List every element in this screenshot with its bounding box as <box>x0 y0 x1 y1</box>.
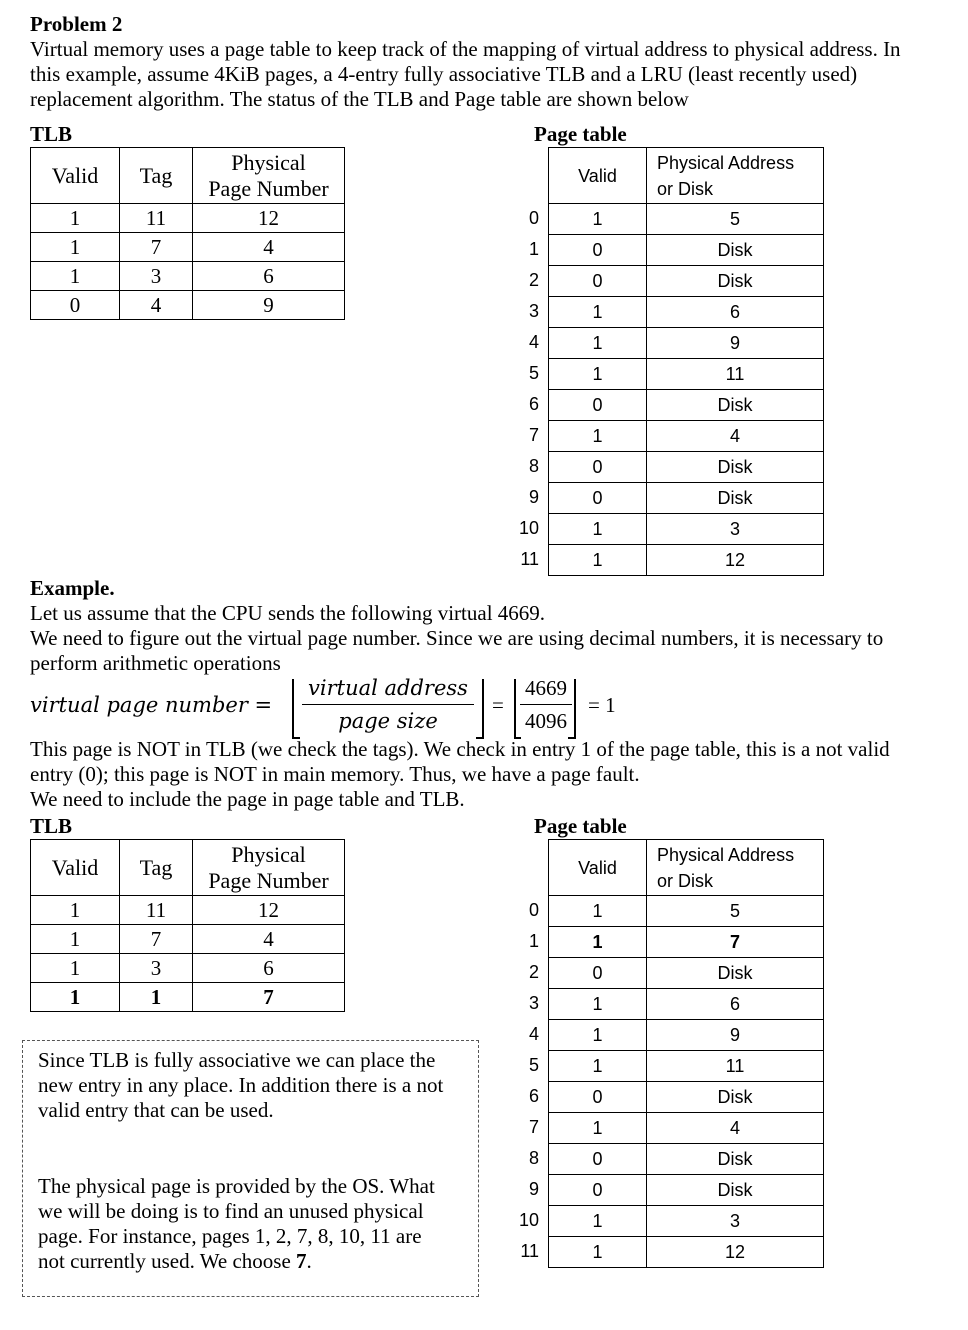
pt-cell-valid: 0 <box>549 235 647 266</box>
page-table-row <box>549 359 824 390</box>
pt-header-pa: Physical Address or Disk <box>647 148 824 204</box>
tlb-row <box>31 983 345 1012</box>
page-table-row <box>549 297 824 328</box>
pt-cell-valid: 0 <box>549 483 647 514</box>
pt-cell-pa: 3 <box>647 514 824 545</box>
pt-cell-valid: 1 <box>549 297 647 328</box>
pt-cell-pa: 12 <box>647 1237 824 1268</box>
page-table-row <box>549 1206 824 1237</box>
page-table-row <box>549 958 824 989</box>
pt-cell-valid: 1 <box>549 545 647 576</box>
page-table-label: Page table <box>534 122 627 146</box>
intro-line: this example, assume 4KiB pages, a 4-entry fully associative TLB and a LRU (least recently used) <box>30 62 858 86</box>
pt-cell-valid: 1 <box>549 1113 647 1144</box>
pt-cell-pa: 11 <box>647 359 824 390</box>
pt-cell-valid: 0 <box>549 266 647 297</box>
pt-cell-valid: 1 <box>549 514 647 545</box>
pt-cell-valid: 0 <box>549 1082 647 1113</box>
pt-cell-valid: 1 <box>549 1206 647 1237</box>
page-table-row <box>549 1113 824 1144</box>
page-table-row <box>549 1051 824 1082</box>
page-table-row <box>549 421 824 452</box>
page-table-row <box>549 989 824 1020</box>
pt-cell-pa: 11 <box>647 1051 824 1082</box>
tlb-cell-ppn: 7 <box>193 983 345 1012</box>
page-table-index: 1 <box>528 931 539 951</box>
page-table-index: 3 <box>528 301 539 321</box>
tlb-cell-valid: 1 <box>31 896 120 925</box>
pt-cell-pa: 4 <box>647 1113 824 1144</box>
explanation-note-box <box>22 1040 479 1297</box>
page-table-row <box>549 483 824 514</box>
page-table-row <box>549 927 824 958</box>
example-line: perform arithmetic operations <box>30 651 281 675</box>
explanation-line: We need to include the page in page table and TLB. <box>30 787 465 811</box>
tlb-header-tag: Tag <box>120 148 193 204</box>
vpn-formula <box>30 676 730 738</box>
formula-lhs: virtual page number = <box>30 693 273 717</box>
pt-cell-pa: Disk <box>647 1144 824 1175</box>
pt-cell-pa: Disk <box>647 958 824 989</box>
pt-cell-pa: 3 <box>647 1206 824 1237</box>
page-table-index: 10 <box>518 1210 539 1230</box>
pt-header-valid: Valid <box>549 148 647 204</box>
pt-cell-pa: Disk <box>647 235 824 266</box>
page-table-index: 5 <box>528 1055 539 1075</box>
tlb-row <box>31 291 345 320</box>
tlb-cell-tag: 11 <box>120 896 193 925</box>
page-table-index: 8 <box>528 1148 539 1168</box>
pt-cell-pa: Disk <box>647 483 824 514</box>
problem-title: Problem 2 <box>30 12 123 36</box>
page-table-row <box>549 896 824 927</box>
tlb-cell-valid: 1 <box>31 204 120 233</box>
pt-cell-pa: Disk <box>647 1175 824 1206</box>
page-table-row <box>549 1175 824 1206</box>
formula-denominator: page size <box>338 709 438 733</box>
page-table-index: 0 <box>528 900 539 920</box>
formula-result: = 1 <box>588 693 616 717</box>
intro-line: Virtual memory uses a page table to keep track of the mapping of virtual address to physical address. In <box>30 37 901 61</box>
tlb-cell-tag: 11 <box>120 204 193 233</box>
page-table-label-2: Page table <box>534 814 627 838</box>
tlb-header-valid: Valid <box>31 148 120 204</box>
pt-cell-pa: Disk <box>647 452 824 483</box>
pt-cell-pa: Disk <box>647 1082 824 1113</box>
tlb-cell-ppn: 12 <box>193 204 345 233</box>
pt-cell-valid: 1 <box>549 1237 647 1268</box>
pt-cell-valid: 0 <box>549 958 647 989</box>
tlb-cell-ppn: 12 <box>193 896 345 925</box>
tlb-cell-valid: 1 <box>31 233 120 262</box>
page-table-index: 3 <box>528 993 539 1013</box>
tlb-cell-tag: 1 <box>120 983 193 1012</box>
note-paragraph-2: The physical page is provided by the OS. What we will be doing is to find an unused physical page. For instance, pages 1, 2, 7, 8, 10, 11 are not currently used. We choose 7. <box>38 1174 435 1273</box>
pt-cell-valid: 1 <box>549 1051 647 1082</box>
pt-header-pa: Physical Address or Disk <box>647 840 824 896</box>
tlb-cell-ppn: 4 <box>193 925 345 954</box>
pt-cell-pa: 9 <box>647 1020 824 1051</box>
pt-cell-pa: 6 <box>647 989 824 1020</box>
tlb-cell-valid: 1 <box>31 954 120 983</box>
formula-num-value: 4669 <box>525 676 567 700</box>
explanation-line: entry (0); this page is NOT in main memory. Thus, we have a page fault. <box>30 762 640 786</box>
fraction-bar <box>302 704 474 705</box>
page-table-index: 6 <box>528 394 539 414</box>
tlb-label-2: TLB <box>30 814 73 838</box>
tlb-cell-valid: 0 <box>31 291 120 320</box>
page-table-row <box>549 452 824 483</box>
explanation-paragraph <box>30 737 955 812</box>
pt-cell-valid: 0 <box>549 1175 647 1206</box>
page-table-after <box>548 839 824 1268</box>
pt-cell-pa: 4 <box>647 421 824 452</box>
example-paragraph <box>30 601 955 676</box>
tlb-table-before <box>30 147 345 320</box>
fraction-bar-2 <box>520 704 572 705</box>
page-table-index: 5 <box>528 363 539 383</box>
page-table-index: 7 <box>528 1117 539 1137</box>
intro-paragraph <box>30 37 955 112</box>
page-table-row <box>549 390 824 421</box>
pt-cell-valid: 1 <box>549 1020 647 1051</box>
tlb-row <box>31 954 345 983</box>
tlb-row <box>31 204 345 233</box>
pt-cell-pa: Disk <box>647 266 824 297</box>
page-table-index: 2 <box>528 962 539 982</box>
page-table-row <box>549 328 824 359</box>
page-table-index: 8 <box>528 456 539 476</box>
floor-left-bracket <box>292 679 294 739</box>
page-table-row <box>549 266 824 297</box>
tlb-cell-tag: 4 <box>120 291 193 320</box>
page-table-before <box>548 147 824 576</box>
note-paragraph-1: Since TLB is fully associative we can place the new entry in any place. In addition there is a not valid entry that can be used. <box>38 1048 444 1122</box>
pt-cell-valid: 0 <box>549 390 647 421</box>
tlb-cell-tag: 7 <box>120 925 193 954</box>
intro-line: replacement algorithm. The status of the TLB and Page table are shown below <box>30 87 689 111</box>
explanation-line: This page is NOT in TLB (we check the tags). We check in entry 1 of the page table, this is a not valid <box>30 737 890 761</box>
page-table-index: 4 <box>528 1024 539 1044</box>
tlb-row <box>31 233 345 262</box>
page-table-index: 11 <box>520 549 539 569</box>
tlb-cell-tag: 7 <box>120 233 193 262</box>
page-table-index: 10 <box>518 518 539 538</box>
tlb-header-valid: Valid <box>31 840 120 896</box>
example-heading: Example. <box>30 576 115 600</box>
tlb-cell-valid: 1 <box>31 262 120 291</box>
pt-cell-valid: 1 <box>549 989 647 1020</box>
tlb-cell-ppn: 6 <box>193 954 345 983</box>
formula-equals: = <box>492 693 504 717</box>
tlb-header-ppn: Physical Page Number <box>193 840 345 896</box>
example-line: Let us assume that the CPU sends the following virtual 4669. <box>30 601 546 625</box>
tlb-cell-valid: 1 <box>31 983 120 1012</box>
formula-numerator: virtual address <box>308 676 468 700</box>
page-table-row <box>549 545 824 576</box>
tlb-header-tag: Tag <box>120 840 193 896</box>
pt-cell-pa: 12 <box>647 545 824 576</box>
tlb-table-after <box>30 839 345 1012</box>
pt-cell-pa: 5 <box>647 896 824 927</box>
page-table-row <box>549 235 824 266</box>
page-table-index: 1 <box>528 239 539 259</box>
page-table-index: 9 <box>528 487 539 507</box>
pt-cell-pa: Disk <box>647 390 824 421</box>
pt-cell-pa: 9 <box>647 328 824 359</box>
page-table-row <box>549 514 824 545</box>
pt-cell-pa: 7 <box>647 927 824 958</box>
floor-right-bracket <box>482 679 484 739</box>
example-line: We need to figure out the virtual page number. Since we are using decimal numbers, it is necessary to <box>30 626 884 650</box>
tlb-cell-tag: 3 <box>120 954 193 983</box>
pt-cell-valid: 1 <box>549 204 647 235</box>
pt-cell-valid: 0 <box>549 452 647 483</box>
page-table-row <box>549 1144 824 1175</box>
tlb-cell-valid: 1 <box>31 925 120 954</box>
formula-den-value: 4096 <box>525 709 567 733</box>
tlb-row <box>31 262 345 291</box>
tlb-row <box>31 896 345 925</box>
page-table-index: 11 <box>520 1241 539 1261</box>
floor-right-bracket-2 <box>574 679 576 739</box>
tlb-cell-ppn: 6 <box>193 262 345 291</box>
pt-cell-valid: 1 <box>549 359 647 390</box>
tlb-cell-ppn: 4 <box>193 233 345 262</box>
page-table-row <box>549 1237 824 1268</box>
pt-cell-valid: 1 <box>549 896 647 927</box>
tlb-header-ppn: Physical Page Number <box>193 148 345 204</box>
page-table-row <box>549 1020 824 1051</box>
tlb-cell-ppn: 9 <box>193 291 345 320</box>
pt-cell-valid: 1 <box>549 927 647 958</box>
pt-cell-valid: 1 <box>549 421 647 452</box>
page-table-index: 6 <box>528 1086 539 1106</box>
pt-cell-pa: 5 <box>647 204 824 235</box>
pt-cell-valid: 1 <box>549 328 647 359</box>
pt-cell-valid: 0 <box>549 1144 647 1175</box>
floor-left-bracket-2 <box>514 679 516 739</box>
tlb-label: TLB <box>30 122 73 146</box>
page-table-row <box>549 204 824 235</box>
page-table-index: 9 <box>528 1179 539 1199</box>
pt-header-valid: Valid <box>549 840 647 896</box>
page-table-index: 2 <box>528 270 539 290</box>
chosen-page: 7 <box>296 1249 307 1273</box>
pt-cell-pa: 6 <box>647 297 824 328</box>
page-table-index: 4 <box>528 332 539 352</box>
tlb-cell-tag: 3 <box>120 262 193 291</box>
page-table-index: 7 <box>528 425 539 445</box>
page-table-index: 0 <box>528 208 539 228</box>
page-table-row <box>549 1082 824 1113</box>
tlb-row <box>31 925 345 954</box>
